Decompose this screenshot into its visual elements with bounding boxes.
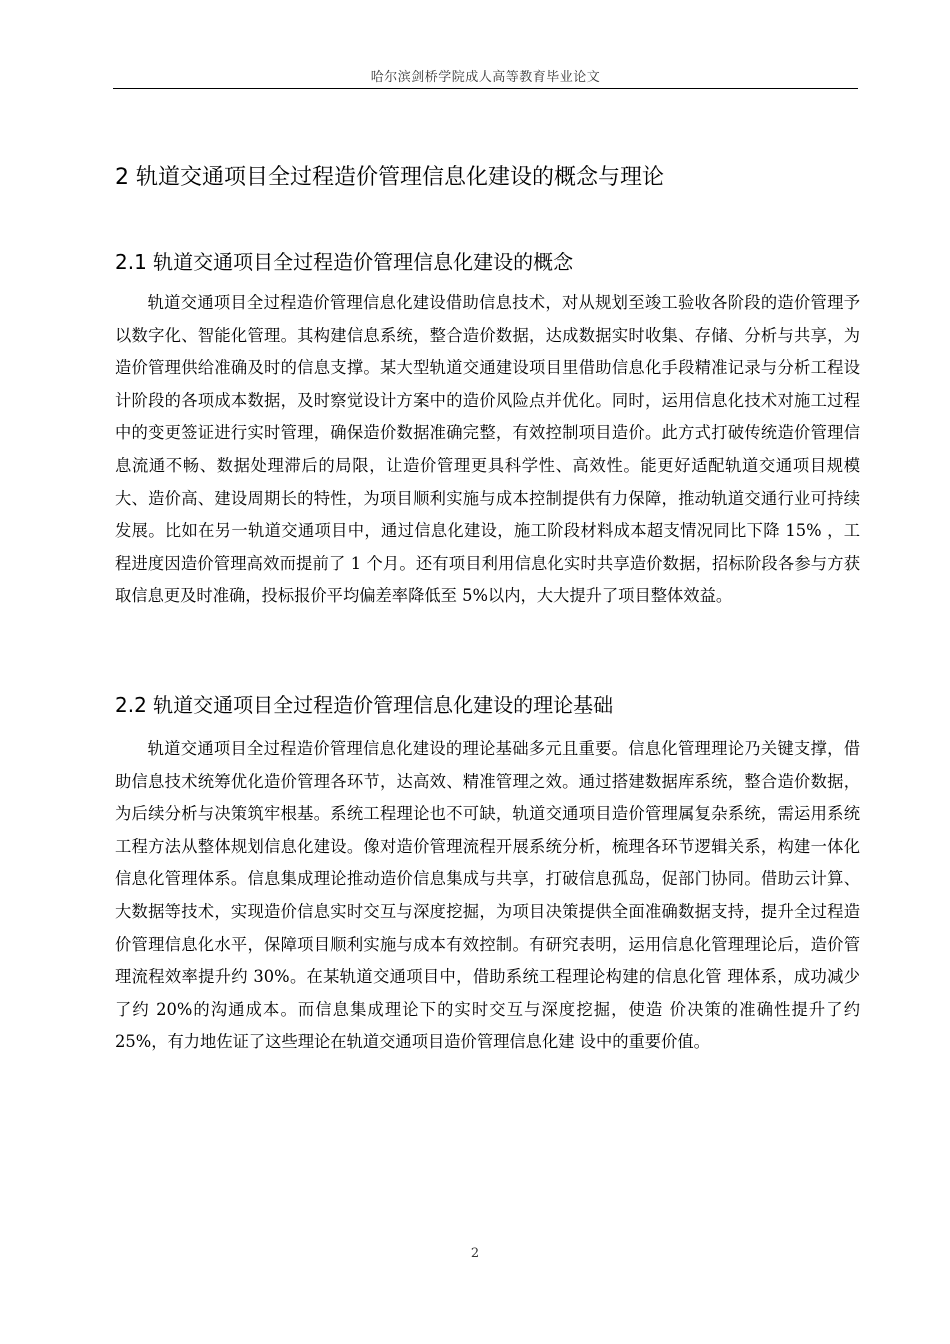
section-title-2-2: 2.2 轨道交通项目全过程造价管理信息化建设的理论基础 <box>115 693 614 717</box>
header-divider <box>113 88 858 89</box>
section-title-2-1: 2.1 轨道交通项目全过程造价管理信息化建设的概念 <box>115 250 574 274</box>
running-header: 哈尔滨剑桥学院成人高等教育毕业论文 <box>370 70 601 85</box>
section-2-2-paragraph: 轨道交通项目全过程造价管理信息化建设的理论基础多元且重要。信息化管理理论乃关键支撑，借助信息技术统筹优化造价管理各环节，达高效、精准管理之效。通过搭建数据库系统，整合造价数据，为后续分析与决策筑牢根基。系统工程理论也不可缺，轨道交通项目造价管理属复杂系统，需运用系统工程方法从整体规划信息化建设。像对造价管理流程开展系统分析，梳理各环节逻辑关系，构建一体化信息化管理体系。信息集成理论推动造价信息集成与共享，打破信息孤岛，促部门协同。借助云计算、大数据等技术，实现造价信息实时交互与深度挖掘，为项目决策提供全面准确数据支持，提升全过程造价管理信息化水平，保障项目顺利实施与成本有效控制。有研究表明，运用信息化管理理论后，造价管理流程效率提升约 30%。在某轨道交通项目中，借助系统工程理论构建的信息化管 理体系，成功减少了约 20%的沟通成本。而信息集成理论下的实时交互与深度挖掘，使造 价决策的准确性提升了约 25%，有力地佐证了这些理论在轨道交通项目造价管理信息化建 设中的重要价值。 <box>115 739 860 1052</box>
page-number: 2 <box>470 1246 480 1261</box>
chapter-title: 2 轨道交通项目全过程造价管理信息化建设的概念与理论 <box>115 165 664 190</box>
section-2-1-paragraph: 轨道交通项目全过程造价管理信息化建设借助信息技术，对从规划至竣工验收各阶段的造价管理予以数字化、智能化管理。其构建信息系统，整合造价数据，达成数据实时收集、存储、分析与共享，为造价管理供给准确及时的信息支撑。某大型轨道交通建设项目里借助信息化手段精准记录与分析工程设计阶段的各项成本数据，及时察觉设计方案中的造价风险点并优化。同时，运用信息化技术对施工过程中的变更签证进行实时管理，确保造价数据准确完整，有效控制项目造价。此方式打破传统造价管理信息流通不畅、数据处理滞后的局限，让造价管理更具科学性、高效性。能更好适配轨道交通项目规模大、造价高、建设周期长的特性，为项目顺利实施与成本控制提供有力保障，推动轨道交通行业可持续发展。比如在另一轨道交通项目中，通过信息化建设，施工阶段材料成本超支情况同比下降 15% ，工程进度因造价管理高效而提前了 1 个月。还有项目利用信息化实时共享造价数据，招标阶段各参与方获取信息更及时准确，投标报价平均偏差率降低至 5%以内，大大提升了项目整体效益。 <box>115 293 860 606</box>
